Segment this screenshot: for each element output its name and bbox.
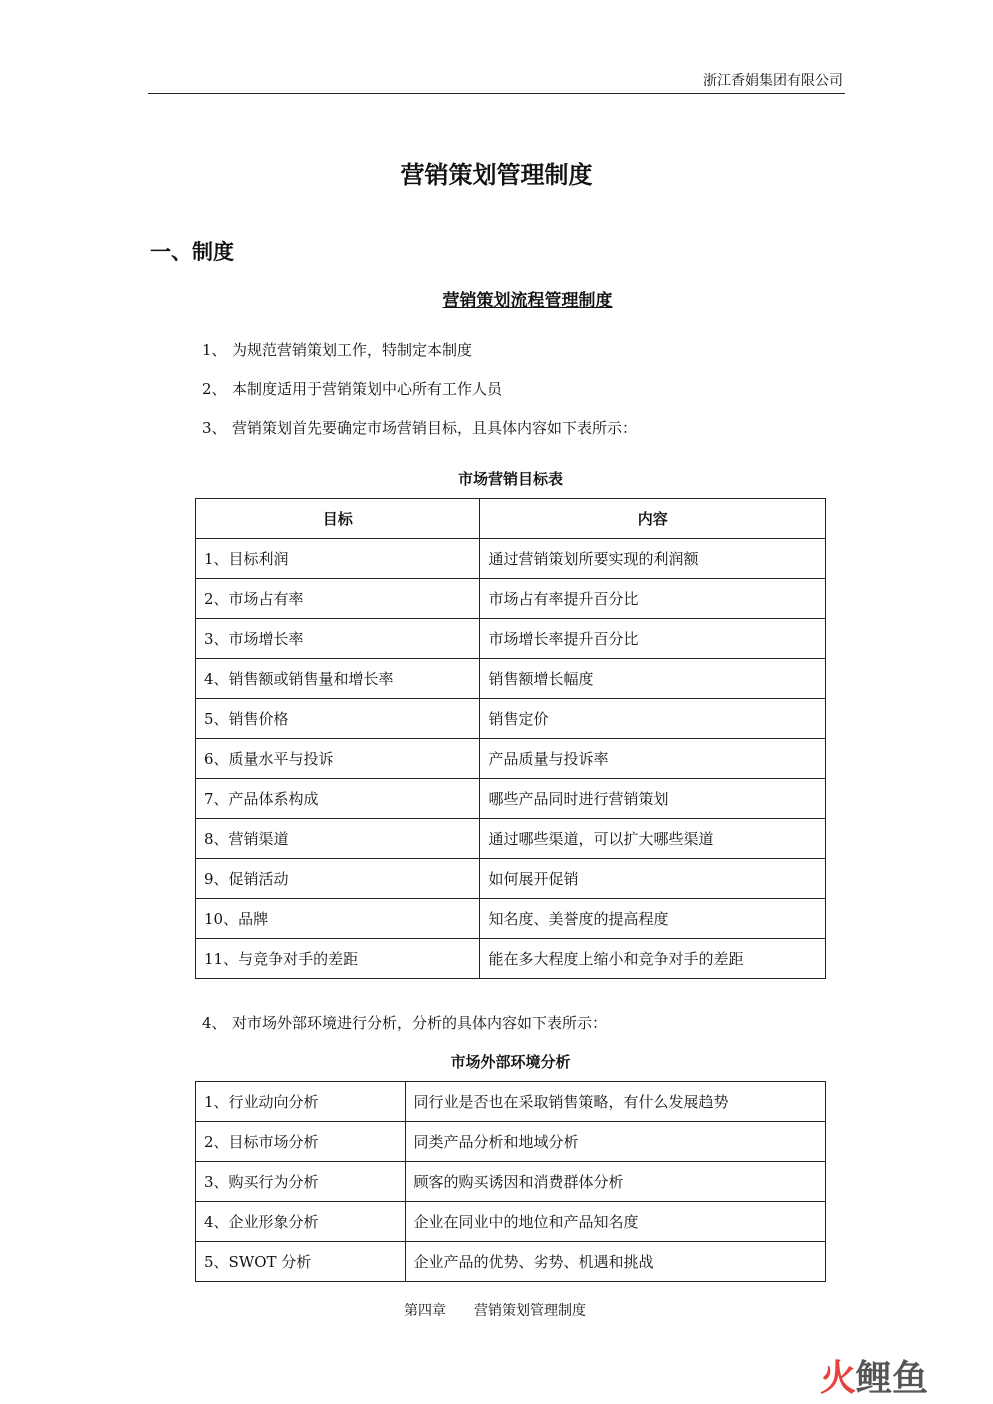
table-row (196, 819, 826, 859)
table-row (196, 619, 826, 659)
paragraph-number: 2、 (202, 380, 227, 398)
table-cell: 市场增长率提升百分比 (480, 619, 826, 659)
table-cell: 5、销售价格 (196, 699, 480, 739)
watermark-glyph: 火 (820, 1358, 857, 1397)
table-row (196, 779, 826, 819)
table-row (196, 539, 826, 579)
table-cell: 企业产品的优势、劣势、机遇和挑战 (405, 1242, 825, 1282)
section-heading: 一、制度 (150, 240, 234, 264)
table-cell: 同行业是否也在采取销售策略，有什么发展趋势 (405, 1082, 825, 1122)
table-cell: 1、目标利润 (196, 539, 480, 579)
paragraph-4 (202, 1012, 607, 1033)
table-cell: 3、购买行为分析 (196, 1162, 406, 1202)
table-cell: 9、促销活动 (196, 859, 480, 899)
table-row (196, 899, 826, 939)
table-cell: 销售额增长幅度 (480, 659, 826, 699)
sub-title: 营销策划流程管理制度 (442, 291, 613, 311)
watermark-glyph: 鲤 (856, 1358, 893, 1397)
table-row (196, 659, 826, 699)
table-header-cell: 内容 (480, 499, 826, 539)
table-cell: 能在多大程度上缩小和竞争对手的差距 (480, 939, 826, 979)
table2-caption: 市场外部环境分析 (450, 1053, 571, 1071)
table-row (196, 1202, 826, 1242)
table-cell: 通过哪些渠道，可以扩大哪些渠道 (480, 819, 826, 859)
table-cell: 2、市场占有率 (196, 579, 480, 619)
table-cell: 8、营销渠道 (196, 819, 480, 859)
table-cell: 知名度、美誉度的提高程度 (480, 899, 826, 939)
table-cell: 产品质量与投诉率 (480, 739, 826, 779)
paragraph-3 (202, 417, 637, 438)
table-row (196, 739, 826, 779)
paragraph-text: 为规范营销策划工作，特制定本制度 (232, 341, 473, 359)
watermark-logo (820, 1355, 970, 1397)
table-row (196, 859, 826, 899)
table-row (196, 1122, 826, 1162)
table-cell: 4、销售额或销售量和增长率 (196, 659, 480, 699)
table-row (196, 1162, 826, 1202)
table-cell: 哪些产品同时进行营销策划 (480, 779, 826, 819)
table-cell: 11、与竞争对手的差距 (196, 939, 480, 979)
table-cell: 市场占有率提升百分比 (480, 579, 826, 619)
table-cell: 3、市场增长率 (196, 619, 480, 659)
document-title: 营销策划管理制度 (400, 161, 593, 189)
watermark-glyph: 鱼 (892, 1358, 929, 1397)
watermark-logo-text (820, 1358, 928, 1397)
table-cell: 10、品牌 (196, 899, 480, 939)
paragraph-number: 3、 (202, 419, 227, 437)
table-header-row (196, 499, 826, 539)
table1-caption: 市场营销目标表 (457, 470, 563, 488)
paragraph-2 (202, 378, 502, 399)
table-row (196, 939, 826, 979)
table-row (196, 579, 826, 619)
table-cell: 6、质量水平与投诉 (196, 739, 480, 779)
table-cell: 销售定价 (480, 699, 826, 739)
table-row (196, 1242, 826, 1282)
table-cell: 4、企业形象分析 (196, 1202, 406, 1242)
header-divider (148, 93, 845, 94)
page-footer: 第四章 营销策划管理制度 (404, 1303, 586, 1319)
external-environment-table (195, 1081, 826, 1282)
header-company-name: 浙江香娟集团有限公司 (703, 73, 843, 89)
table-cell: 同类产品分析和地域分析 (405, 1122, 825, 1162)
table-cell: 2、目标市场分析 (196, 1122, 406, 1162)
table-cell: 通过营销策划所要实现的利润额 (480, 539, 826, 579)
paragraph-text: 营销策划首先要确定市场营销目标，且具体内容如下表所示： (232, 419, 638, 437)
table-cell: 企业在同业中的地位和产品知名度 (405, 1202, 825, 1242)
table-cell: 如何展开促销 (480, 859, 826, 899)
table-row (196, 699, 826, 739)
marketing-goals-table (195, 498, 826, 979)
paragraph-text: 本制度适用于营销策划中心所有工作人员 (232, 380, 503, 398)
table-row (196, 1082, 826, 1122)
paragraph-1 (202, 339, 472, 360)
paragraph-number: 4、 (202, 1014, 227, 1032)
table-header-cell: 目标 (196, 499, 480, 539)
table-cell: 顾客的购买诱因和消费群体分析 (405, 1162, 825, 1202)
paragraph-number: 1、 (202, 341, 227, 359)
table-cell: 5、SWOT 分析 (196, 1242, 406, 1282)
table-cell: 1、行业动向分析 (196, 1082, 406, 1122)
paragraph-text: 对市场外部环境进行分析，分析的具体内容如下表所示： (232, 1014, 608, 1032)
table-cell: 7、产品体系构成 (196, 779, 480, 819)
